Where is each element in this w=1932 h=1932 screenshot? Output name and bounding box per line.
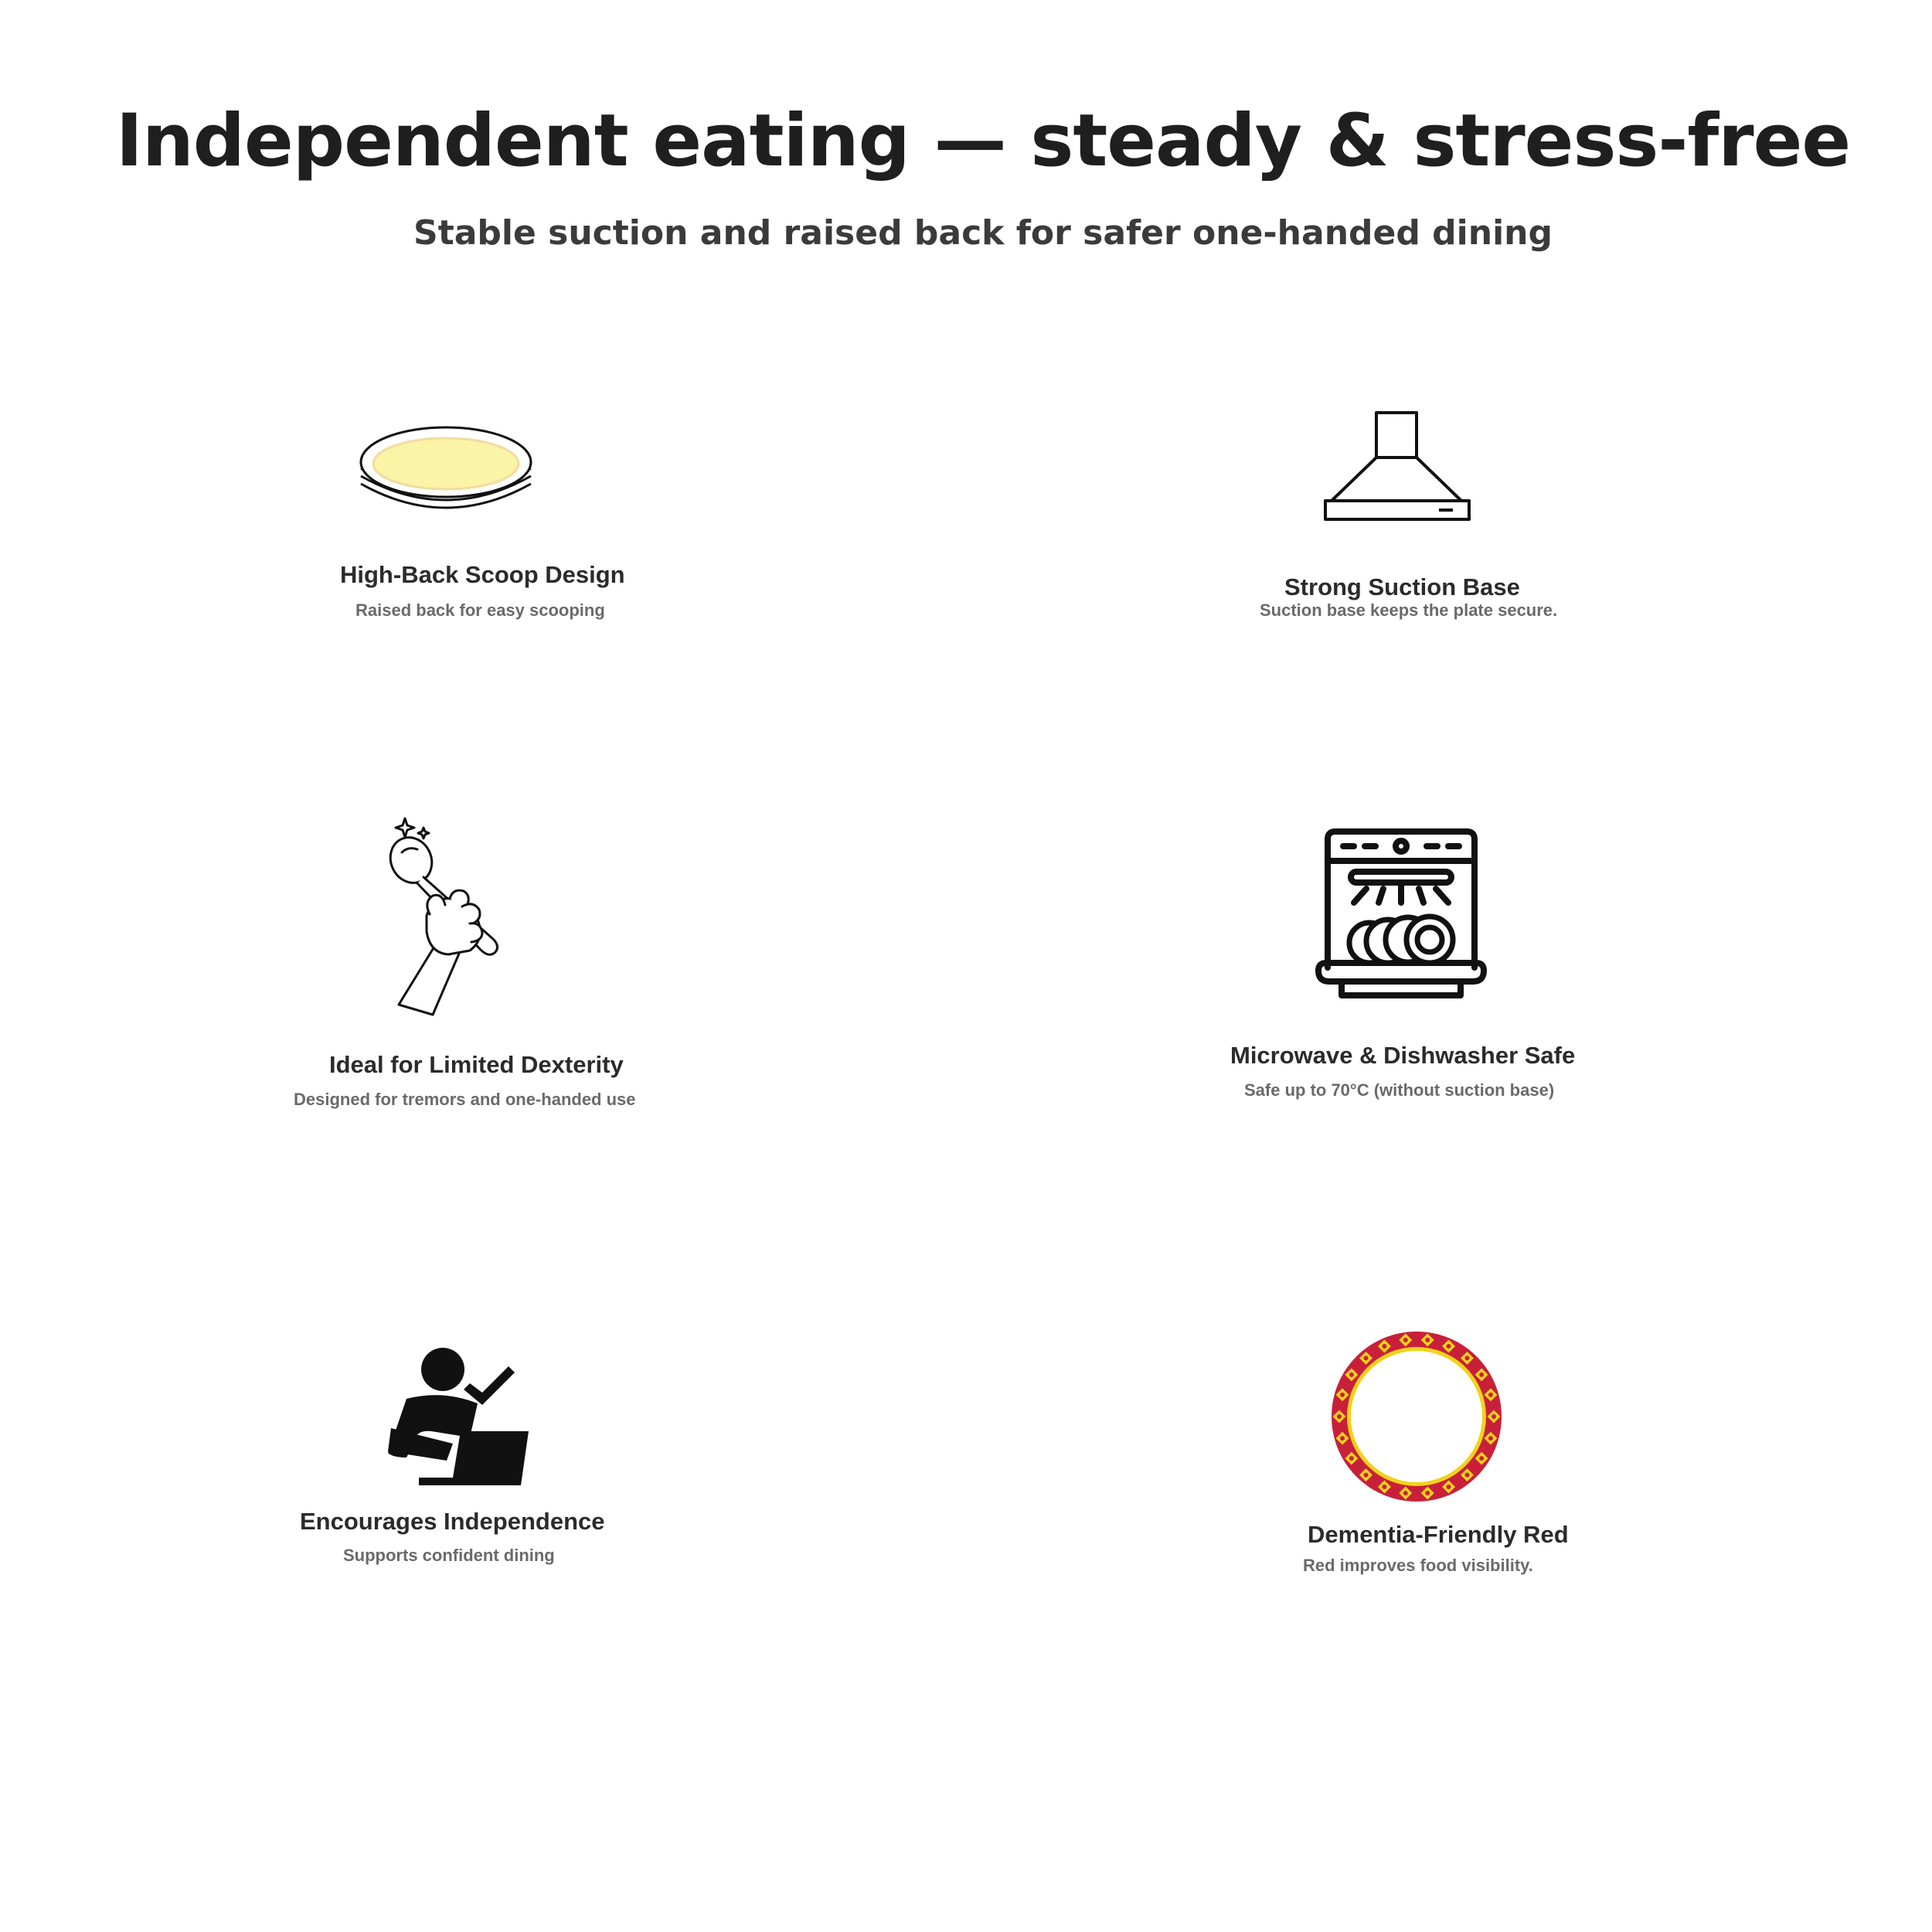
rim-pattern-dot [1488,1436,1493,1440]
feature-title: Microwave & Dishwasher Safe [1230,1042,1576,1069]
range-hood-icon [1318,410,1480,526]
rim-pattern-dot [1479,1456,1484,1461]
rim-pattern-dot [1382,1344,1386,1349]
rim-pattern-dot [1479,1372,1484,1377]
rim-pattern-dot [1464,1473,1469,1478]
rim-pattern-dot [1364,1473,1369,1478]
rim-pattern-dot [1425,1491,1430,1495]
person-laptop-check-icon [385,1345,536,1492]
stacked-plates-icon [357,423,535,528]
feature-description: Designed for tremors and one-handed use [294,1090,636,1109]
dishwasher-icon [1314,827,1488,1001]
rim-pattern-dot [1340,1436,1345,1440]
feature-description: Red improves food visibility. [1303,1556,1533,1575]
rim-pattern-dot [1349,1456,1354,1461]
page-title: Independent eating — steady & stress-free [115,99,1851,183]
feature-description: Safe up to 70°C (without suction base) [1244,1080,1555,1100]
rim-pattern-dot [1447,1485,1451,1489]
rim-pattern-dot [1382,1485,1386,1489]
page-subtitle: Stable suction and raised back for safer one-handed dining [413,213,1553,253]
feature-description: Suction base keeps the plate secure. [1260,600,1558,620]
rim-pattern-dot [1492,1414,1496,1419]
rim-pattern-dot [1464,1355,1469,1360]
feature-title: High-Back Scoop Design [340,561,625,588]
feature-title: Ideal for Limited Dexterity [329,1051,624,1078]
feature-description: Raised back for easy scooping [355,600,605,620]
feature-title: Encourages Independence [300,1508,605,1535]
feature-description: Supports confident dining [343,1546,555,1565]
rim-pattern-dot [1447,1344,1451,1349]
red-patterned-plate-icon [1331,1331,1502,1502]
rim-pattern-dot [1337,1414,1342,1419]
rim-pattern-dot [1425,1338,1430,1342]
rim-pattern-dot [1340,1393,1345,1397]
rim-pattern-dot [1349,1372,1354,1377]
rim-pattern-dot [1364,1355,1369,1360]
rim-pattern-dot [1403,1491,1408,1495]
feature-title: Strong Suction Base [1284,573,1520,600]
feature-title: Dementia-Friendly Red [1308,1521,1569,1548]
rim-pattern-dot [1403,1338,1408,1342]
rim-pattern-dot [1488,1393,1493,1397]
hand-holding-spoon-icon [379,815,510,1020]
